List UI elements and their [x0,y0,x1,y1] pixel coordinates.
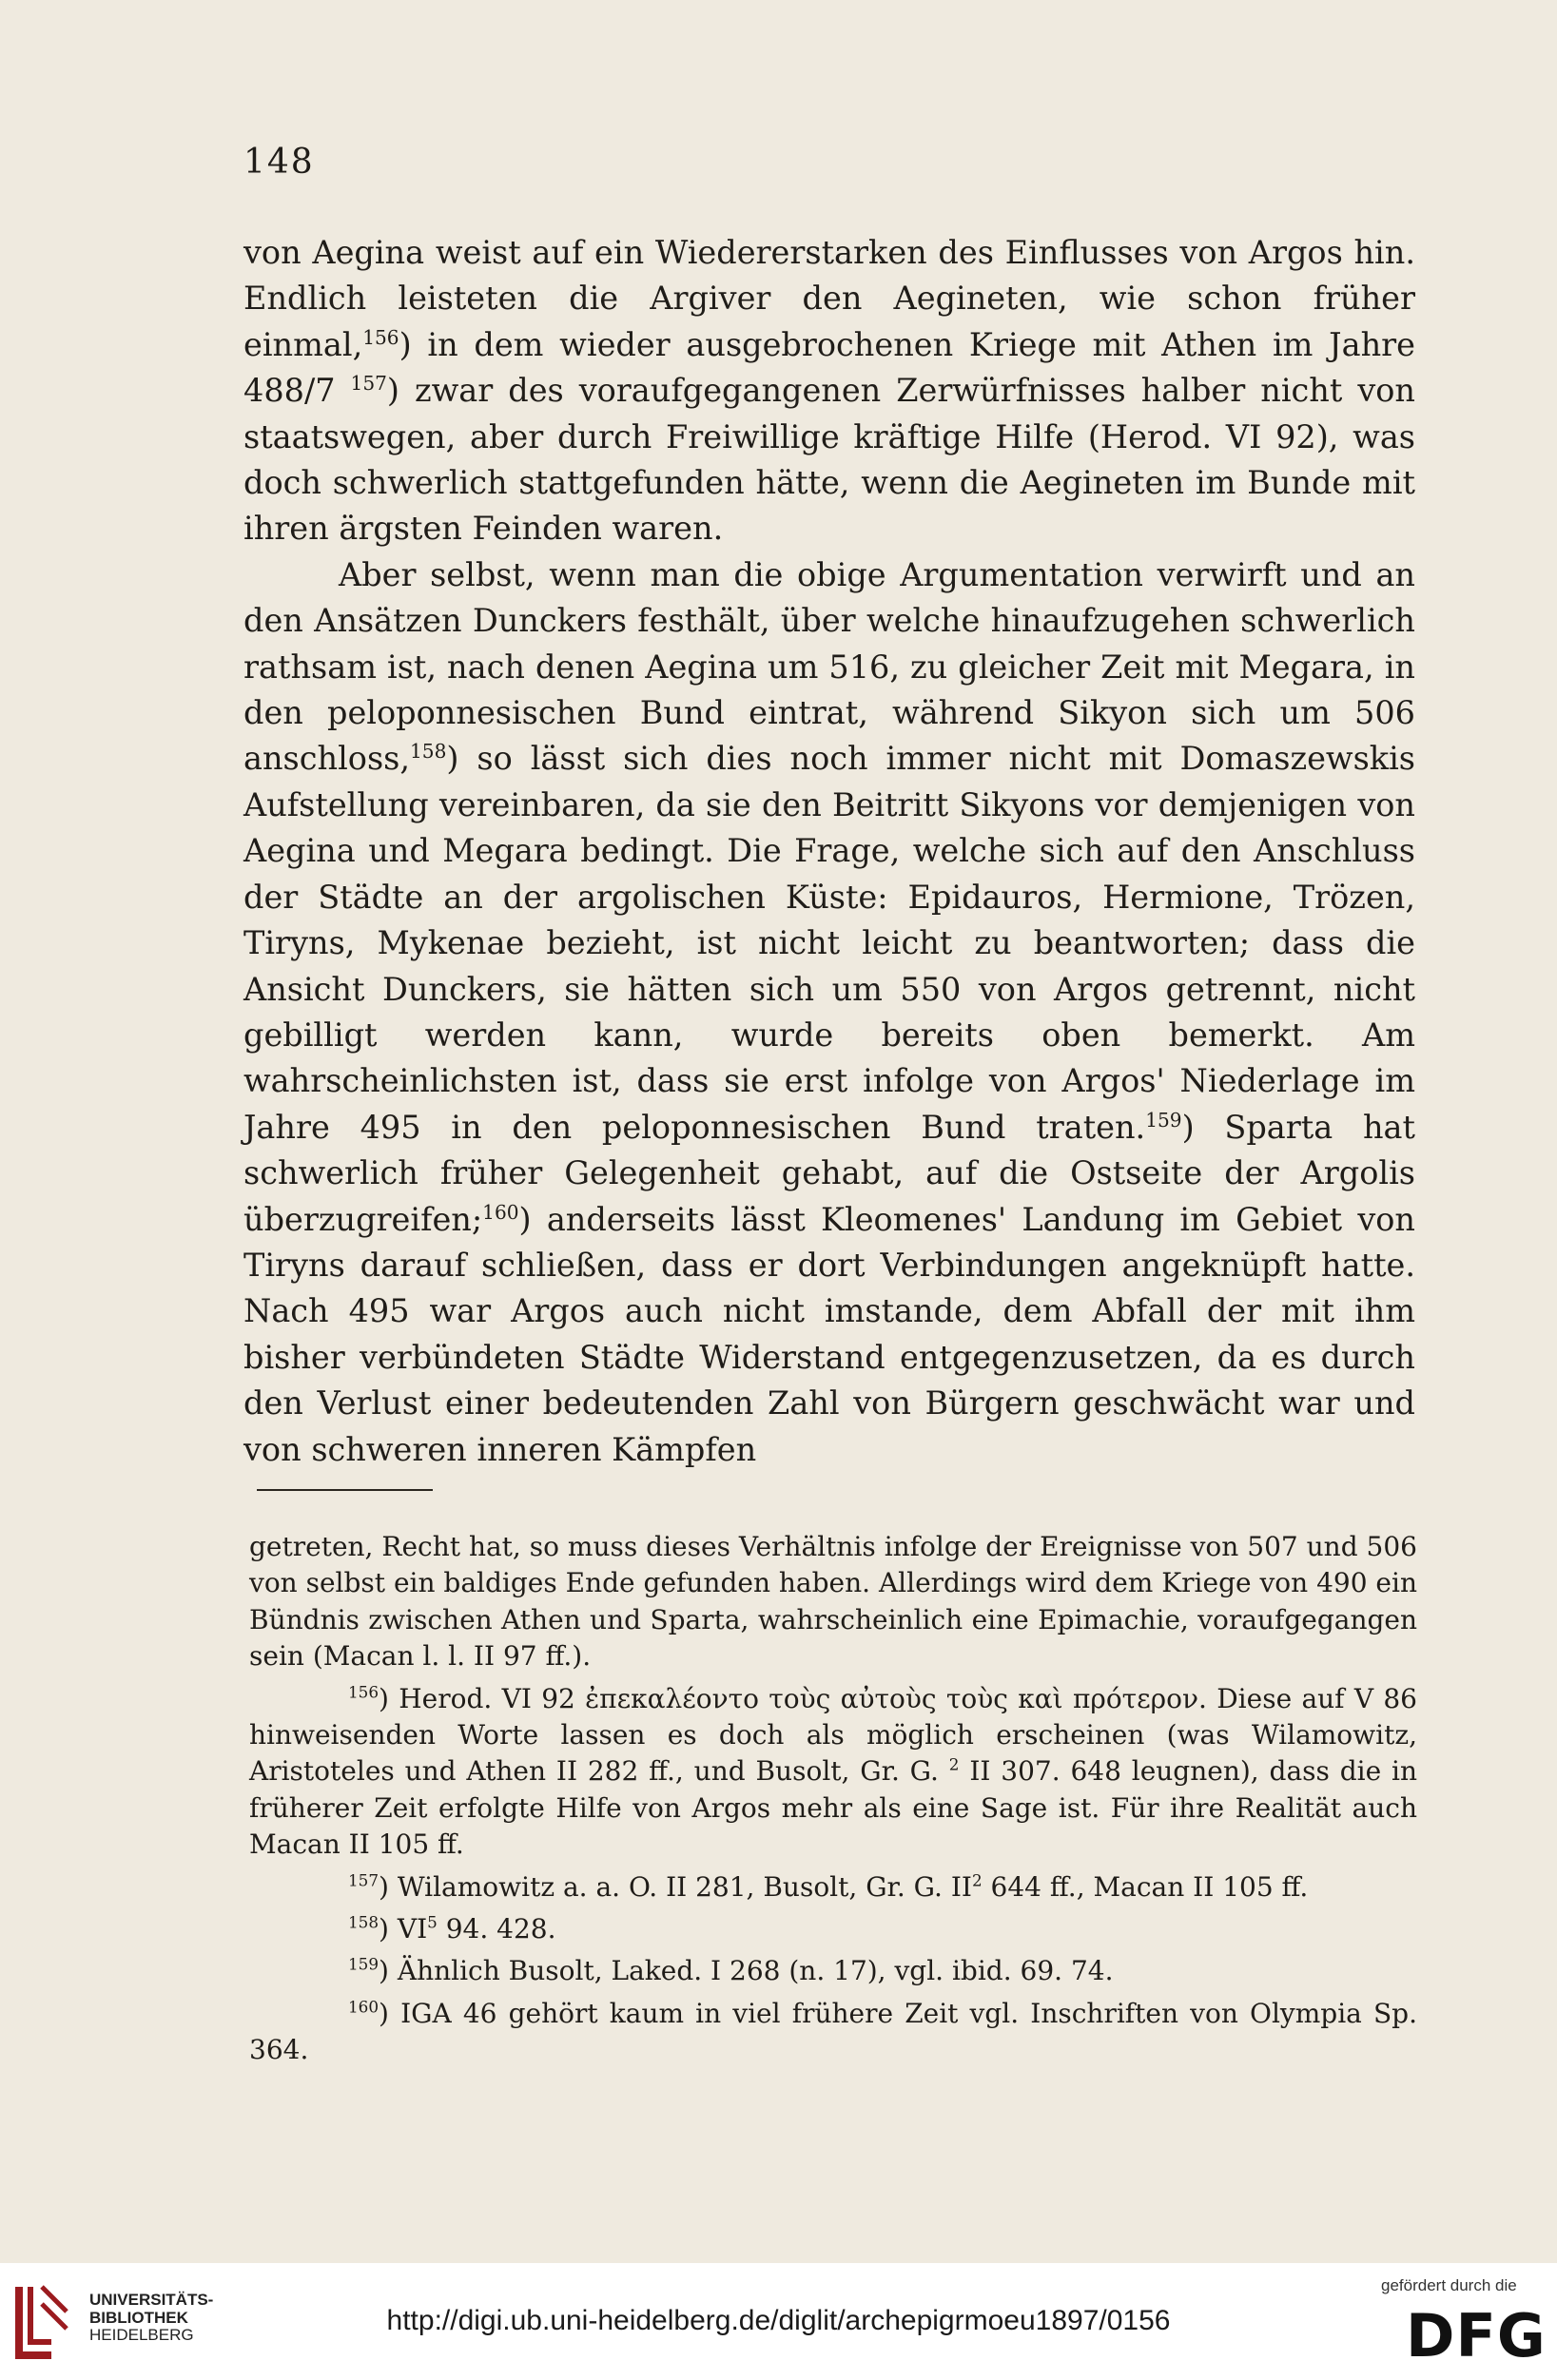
footnote [249,1911,1417,1947]
main-text [243,230,1415,1473]
footnote-ref: 157 [348,1870,380,1890]
footnote-ref: 2 [971,1870,983,1890]
footnote-ref: 158 [348,1912,380,1932]
library-line: BIBLIOTHEK [89,2308,188,2327]
text-run: Aber selbst, wenn man die obige Argumentation verwirft und an den Ansätzen Dunckers festhält, über welche hinaufzugehen schwerlich rathsam ist, nach denen Aegina um 516, zu gleicher Zeit mit Megara, in den peloponnesischen Bund eintrat, während Sikyon sich um 506 anschloss, [243,555,1415,778]
text-run: ) zwar des voraufgegangenen Zerwürfnisses halber nicht von staatswegen, aber durch Freiwillige kräftige Hilfe (Herod. VI 92), was doch schwerlich stattgefunden hätte, wenn die Aegineten im Bunde mit ihren ärgsten Feinden waren. [243,372,1415,548]
footnote [249,1869,1417,1906]
footnotes [249,1529,1417,2069]
footnote-ref: 160 [482,1200,519,1224]
footnote-ref: 160 [348,1997,380,2017]
text-run: getreten, Recht hat, so muss dieses Verhältnis infolge der Ereignisse von 507 und 506 von selbst ein baldiges Ende gefunden haben. Allerdings wird dem Kriege von 490 ein Bündnis zwischen Athen und Sparta, wahrscheinlich eine Epimachie, voraufgegangen sein (Macan l. l. II 97 ff.). [249,1531,1417,1673]
text-run: ) Wilamowitz a. a. O. II 281, Busolt, Gr. G. II [379,1870,972,1903]
text-run: ) Sparta hat schwerlich früher Gelegenheit gehabt, auf die Ostseite der Argolis überzugreifen; [243,1108,1415,1238]
text-run: 644 ff., Macan II 105 ff. [982,1870,1309,1903]
text-run: ) in dem wieder ausgebrochenen Kriege mit Athen im Jahre 488/7 [243,325,1415,410]
footnote-ref: 159 [1145,1108,1182,1132]
text-run: ) VI [379,1913,428,1945]
paragraph [243,552,1415,1473]
footnote-ref: 2 [948,1755,960,1775]
text-run: von Aegina weist auf ein Wiedererstarken des Einflusses von Argos hin. Endlich leisteten die Argiver den Aegineten, wie schon früher einmal, [243,234,1415,363]
text-run: ) so lässt sich dies noch immer nicht mit Domaszewskis Aufstellung vereinbaren, da sie den Beitritt Sikyons vor demjenigen von Aegina und Megara bedingt. Die Frage, welche sich auf den Anschluss der Städte an der argolischen Küste: Epidauros, Hermione, Trözen, Tiryns, Mykenae bezieht, ist nicht leicht zu beantworten; dass die Ansicht Dunckers, sie hätten sich um 550 von Argos getrennt, nicht gebilligt werden kann, wurde bereits oben bemerkt. Am wahrscheinlichsten ist, dass sie erst infolge von Argos' Niederlage im Jahre 495 in den peloponnesischen Bund traten. [243,740,1415,1146]
footnote [249,1953,1417,1989]
footnote-ref: 156 [348,1682,380,1702]
paragraph [243,230,1415,552]
permalink-url[interactable]: http://digi.ub.uni-heidelberg.de/diglit/archepigrmoeu1897/0156 [386,2305,1171,2336]
page-number: 148 [243,143,315,182]
library-line: HEIDELBERG [89,2326,194,2344]
footnote-separator [257,1489,433,1491]
footnote-continuation [249,1529,1417,1675]
footnote-ref: 158 [410,740,447,764]
text-run: 94. 428. [437,1913,556,1945]
text-run: ) IGA 46 gehört kaum in viel frühere Zeit vgl. Inschriften von Olympia Sp. 364. [249,1997,1417,2066]
footnote [249,1996,1417,2069]
library-line: UNIVERSITÄTS- [89,2291,214,2309]
footnote [249,1681,1417,1864]
footnote-ref: 159 [348,1955,380,1975]
text-run: II 307. 648 leugnen), dass die in früherer Zeit erfolgte Hilfe von Argos mehr als eine Sage ist. Für ihre Realität auch Macan II 105 ff. [249,1755,1418,1861]
dfg-logo: DFG [1406,2301,1547,2370]
footnote-ref: 157 [350,372,387,396]
footnote-ref: 156 [362,325,399,349]
text-run: ) Ähnlich Busolt, Laked. I 268 (n. 17), vgl. ibid. 69. 74. [379,1955,1114,1987]
text-run: ) Herod. VI 92 ἐπεκαλέοντο τοὺς αὐτοὺς τοὺς καὶ πρότερον. Diese auf V 86 hinweisenden Worte lassen es doch als möglich erscheinen (was Wilamowitz, Aristoteles und Athen II 282 ff., und Busolt, Gr. G. [249,1682,1417,1788]
funded-by-label: gefördert durch die [1381,2276,1517,2294]
viewer-footer [0,2263,1557,2380]
footnote-ref: 5 [427,1912,438,1932]
text-run: ) anderseits lässt Kleomenes' Landung im Gebiet von Tiryns darauf schließen, dass er dort Verbindungen angeknüpft hatte. Nach 495 war Argos auch nicht imstande, dem Abfall der mit ihm bisher verbündeten Städte Widerstand entgegenzusetzen, da es durch den Verlust einer bedeutenden Zahl von Bürgern geschwächt war und von schweren inneren Kämpfen [243,1200,1415,1468]
